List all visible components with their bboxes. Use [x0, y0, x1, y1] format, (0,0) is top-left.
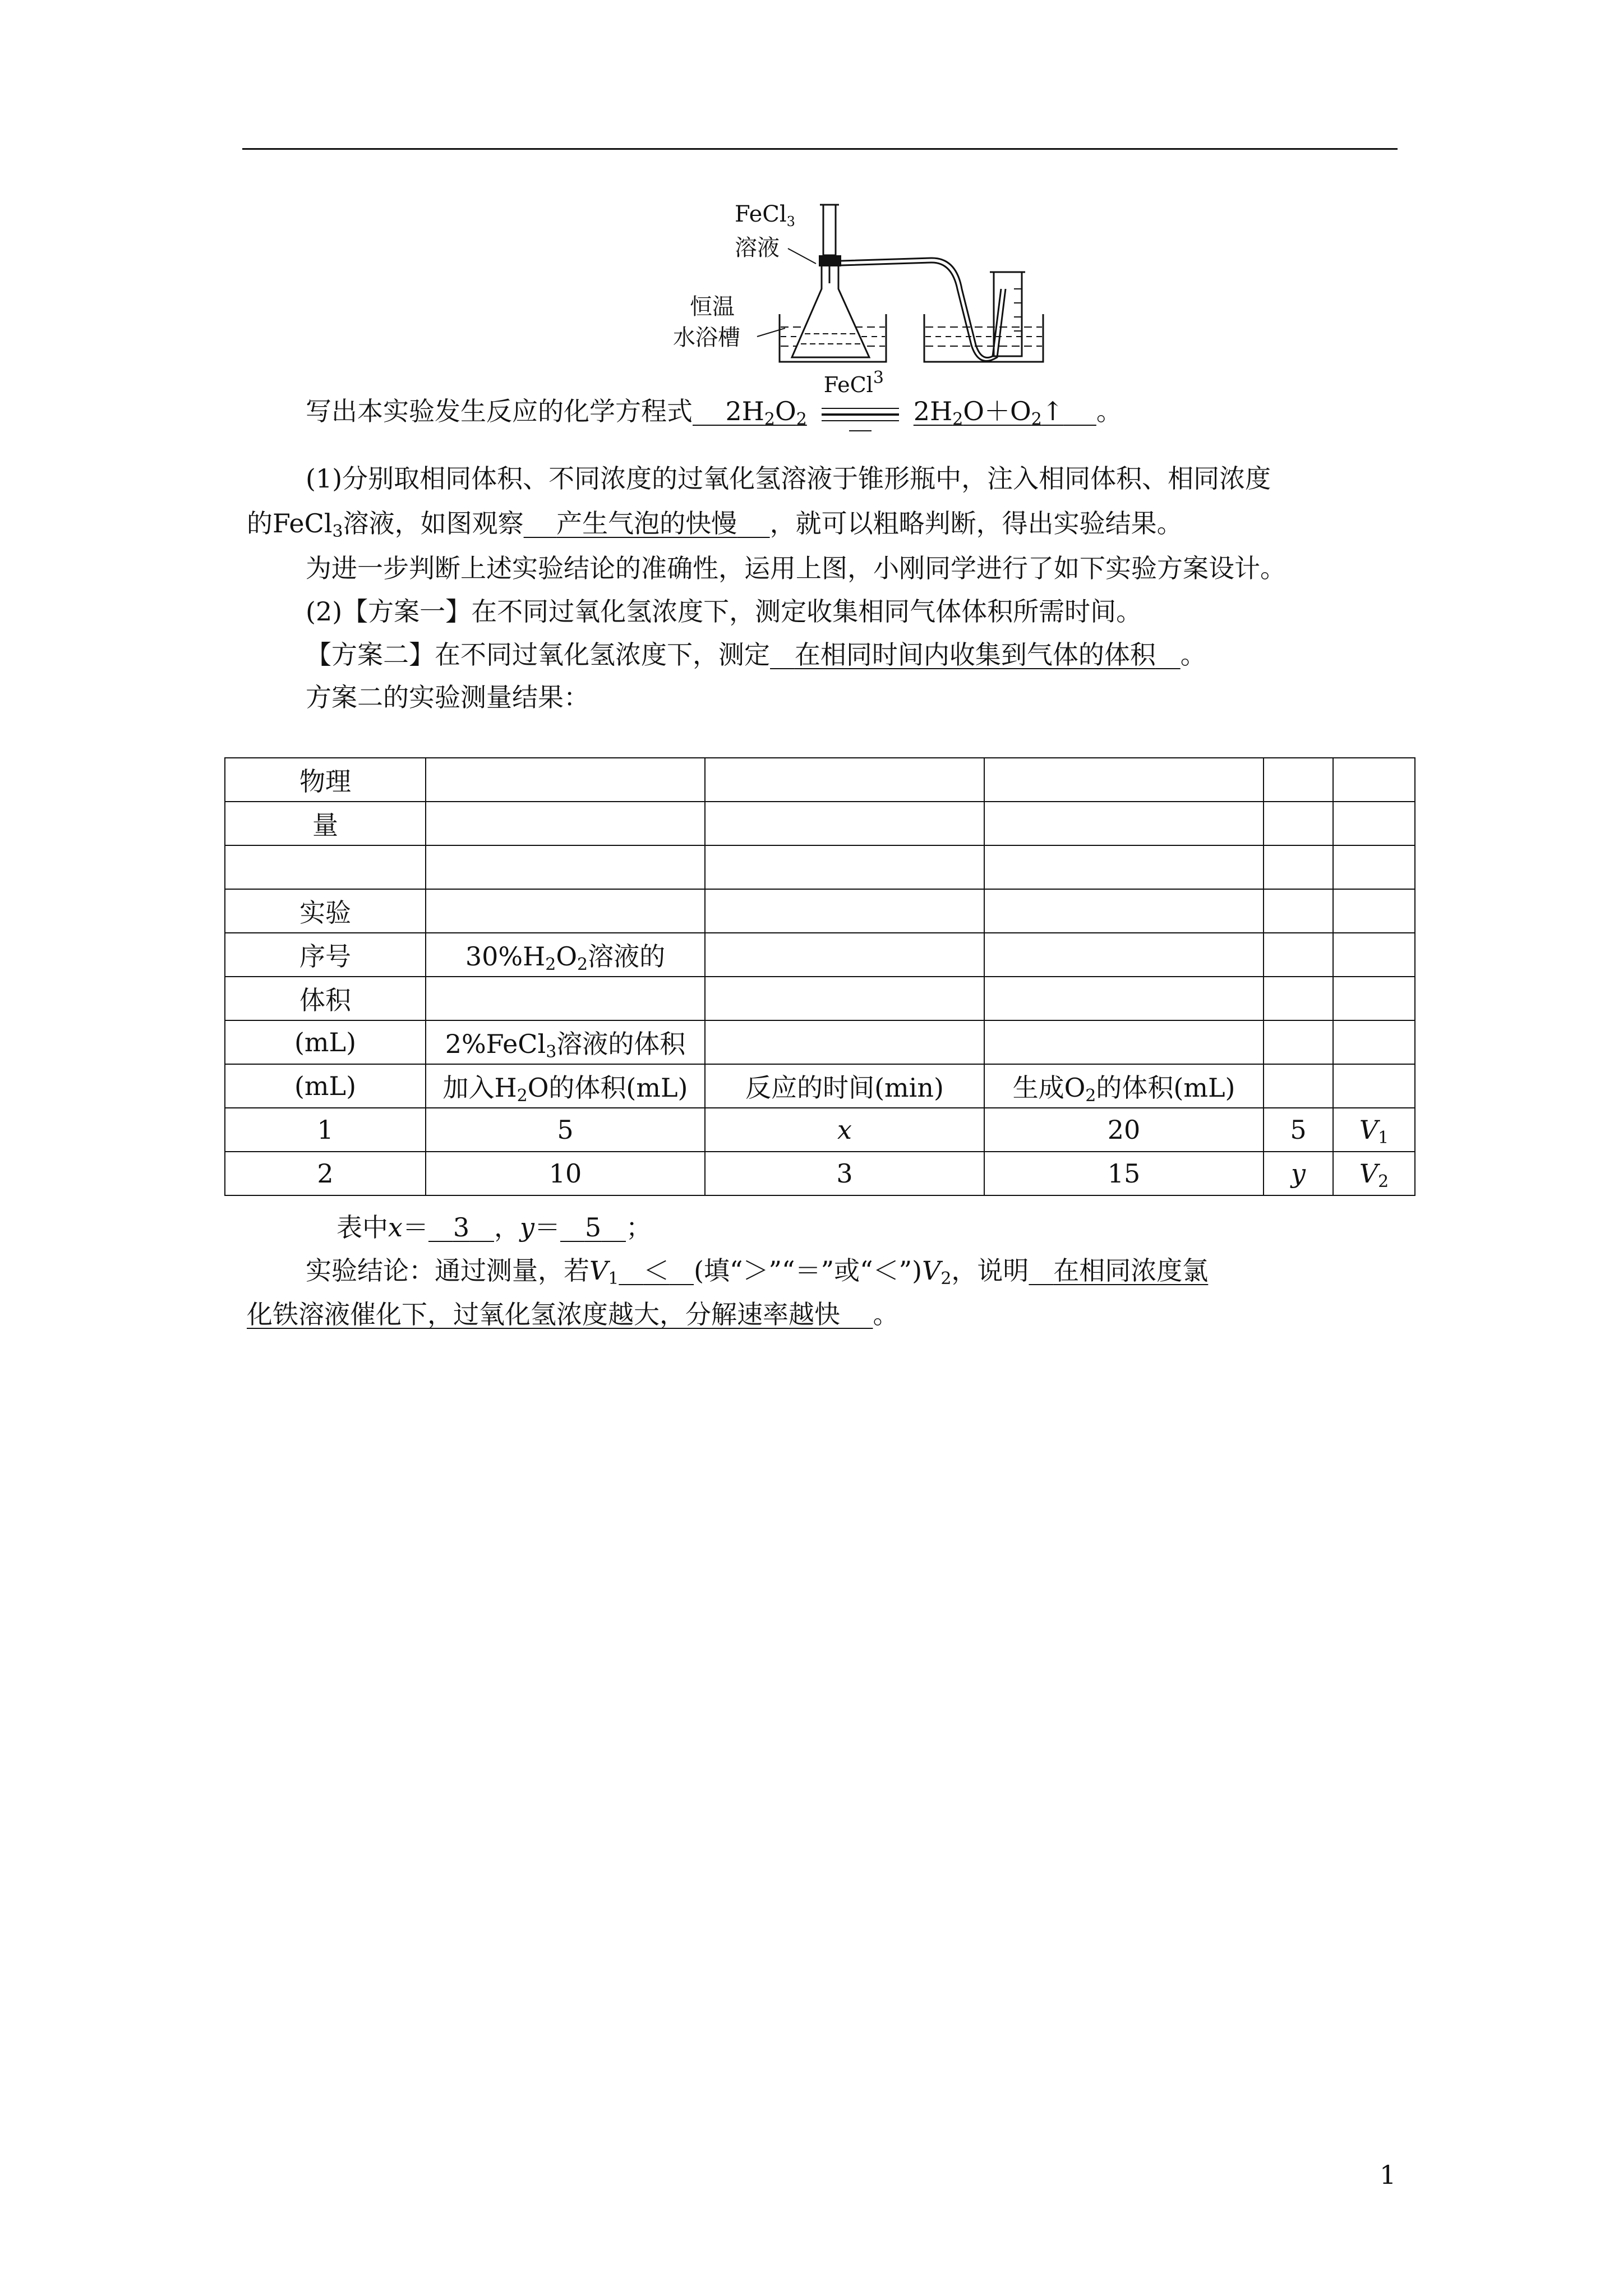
- table-cell: y: [1264, 1152, 1333, 1195]
- conical-flask: [792, 255, 869, 357]
- table-cell: 3: [705, 1152, 984, 1195]
- diagram-label-bath-1: 恒温: [690, 294, 735, 320]
- header-h2o2-volume: $30\%H_2O_2$溶液的: [426, 933, 705, 977]
- equation-products: $2H_2O+O_2↑$: [913, 396, 1064, 429]
- intro-line: 为进一步判断上述实验结论的准确性，运用上图，小刚同学进行了如下实验方案设计。: [306, 553, 1286, 583]
- table-cell: (mL): [225, 1020, 426, 1064]
- part1-line-b: 的FeCl$_3$溶液，如图观察 产生气泡的快慢 ，就可以粗略判断，得出实验结果。: [247, 508, 1183, 541]
- table-cell: 10: [426, 1152, 705, 1195]
- table-row: [225, 1152, 1415, 1195]
- table-row: [225, 802, 1415, 845]
- table-cell: 量: [225, 802, 426, 845]
- part1-answer: 产生气泡的快慢: [556, 508, 737, 539]
- table-row: [225, 758, 1415, 802]
- table-row: [225, 889, 1415, 933]
- equation-prompt: 写出本实验发生反应的化学方程式: [306, 396, 693, 426]
- apparatus-diagram: [662, 194, 1413, 373]
- conclusion-line-a: 实验结论：通过测量，若$V_1$ ＜ (填“＞”“＝”或“$<”)V_2$，说明 在相同浓度氯: [306, 1255, 1209, 1289]
- header-o2-volume: 生成$O_2$的体积(mL): [984, 1064, 1264, 1108]
- catalyst-equals-sign: [818, 368, 902, 425]
- fill-line: 表中x＝ 3 ，y＝ 5 ；: [336, 1212, 652, 1243]
- page-number: 1: [1380, 2160, 1396, 2190]
- measuring-cylinder: [990, 272, 1025, 356]
- table-cell: x: [705, 1108, 984, 1152]
- table-row: [225, 933, 1415, 977]
- table-row: [225, 1064, 1415, 1108]
- table-cell: [225, 845, 426, 889]
- header-water-volume: 加入$H_2O$的体积(mL): [426, 1064, 705, 1108]
- table-cell: 实验: [225, 889, 426, 933]
- table-row: [225, 1108, 1415, 1152]
- conclusion-answer-b: 化铁溶液催化下，过氧化氢浓度越大，分解速率越快: [247, 1299, 840, 1329]
- plan1-line: (2)【方案一】在不同过氧化氢浓度下，测定收集相同气体体积所需时间。: [306, 596, 1142, 627]
- plan2-line: 【方案二】在不同过氧化氢浓度下，测定 在相同时间内收集到气体的体积 。: [306, 639, 1206, 670]
- table-cell: 5: [1264, 1108, 1333, 1152]
- table-row: [225, 845, 1415, 889]
- table-cell: (mL): [225, 1064, 426, 1108]
- table-cell: $V_2$: [1333, 1152, 1415, 1195]
- table-cell: $V_1$: [1333, 1108, 1415, 1152]
- equation-line: 写出本实验发生反应的化学方程式 $2H_2O_2$ FeCl$^3$ $2H_2O+O_2↑$ 。: [306, 393, 1122, 430]
- table-row: [225, 1020, 1415, 1064]
- results-table: [224, 757, 1415, 1196]
- table-cell: 2: [225, 1152, 426, 1195]
- y-answer: 5: [584, 1212, 602, 1243]
- equation-answer: $2H_2O_2$: [725, 396, 807, 429]
- table-cell: 序号: [225, 933, 426, 977]
- table-cell: 20: [984, 1108, 1264, 1152]
- table-cell: 5: [426, 1108, 705, 1152]
- plan2-answer: 在相同时间内收集到气体的体积: [794, 639, 1156, 670]
- part1-line-a: (1)分别取相同体积、不同浓度的过氧化氢溶液于锥形瓶中，注入相同体积、相同浓度: [306, 463, 1271, 494]
- conclusion-line-b: 化铁溶液催化下，过氧化氢浓度越大，分解速率越快 。: [247, 1299, 899, 1329]
- x-answer: 3: [453, 1212, 470, 1243]
- header-reaction-time: 反应的时间(min): [705, 1064, 984, 1108]
- diagram-label-solution: 溶液: [735, 235, 780, 261]
- results-intro: 方案二的实验测量结果：: [306, 682, 589, 712]
- water-bath-right: [924, 314, 1043, 362]
- table-cell: 1: [225, 1108, 426, 1152]
- catalyst-label: FeCl$^3$: [823, 368, 884, 397]
- header-fecl3-volume: 2%FeCl$_3$溶液的体积: [426, 1020, 705, 1064]
- diagram-label-fecl3: FeCl$_3$: [735, 201, 795, 229]
- conclusion-answer-a: 在相同浓度氯: [1053, 1255, 1209, 1286]
- table-cell: 15: [984, 1152, 1264, 1195]
- header-rule: [242, 148, 1398, 150]
- table-row: [225, 977, 1415, 1020]
- table-cell: 物理: [225, 758, 426, 802]
- diagram-label-bath-2: 水浴槽: [673, 325, 740, 351]
- table-cell: 体积: [225, 977, 426, 1020]
- comparison-answer: ＜: [643, 1255, 670, 1286]
